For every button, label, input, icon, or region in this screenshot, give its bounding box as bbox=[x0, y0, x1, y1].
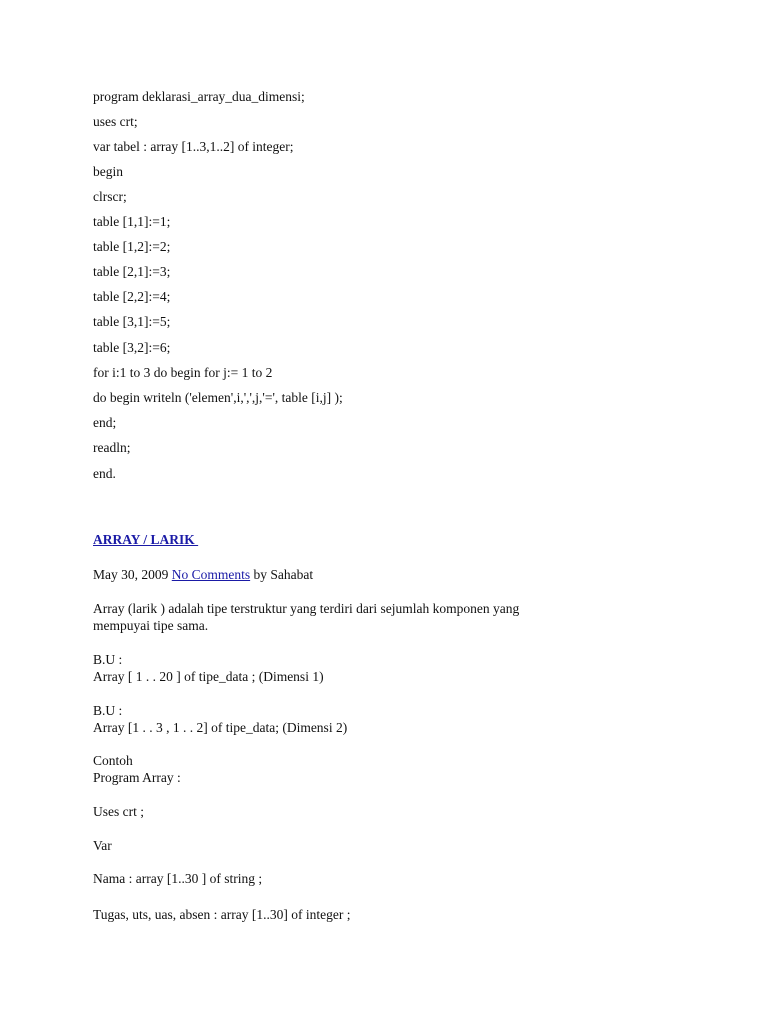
paragraph-uses bbox=[93, 803, 613, 820]
code-line: end; bbox=[93, 415, 117, 430]
paragraph-nama bbox=[93, 870, 613, 887]
code-line: clrscr; bbox=[93, 189, 127, 204]
paragraph-syntax-1d bbox=[93, 651, 613, 685]
text-line: Array (larik ) adalah tipe terstruktur yang terdiri dari sejumlah komponen yang bbox=[93, 601, 520, 616]
code-line: readln; bbox=[93, 440, 131, 455]
text-line: Tugas, uts, uas, absen : array [1..30] of integer ; bbox=[93, 907, 351, 922]
post-author: by Sahabat bbox=[250, 567, 314, 582]
code-line: for i:1 to 3 do begin for j:= 1 to 2 bbox=[93, 365, 273, 380]
text-line: Array [1 . . 3 , 1 . . 2] of tipe_data; (Dimensi 2) bbox=[93, 720, 348, 735]
text-line: B.U : bbox=[93, 652, 123, 667]
code-line: var tabel : array [1..3,1..2] of integer; bbox=[93, 139, 294, 154]
text-line: Array [ 1 . . 20 ] of tipe_data ; (Dimensi 1) bbox=[93, 669, 324, 684]
paragraph-var bbox=[93, 837, 613, 854]
text-line: Nama : array [1..30 ] of string ; bbox=[93, 871, 263, 886]
text-line: Contoh bbox=[93, 753, 133, 768]
code-line: end. bbox=[93, 466, 116, 481]
text-line: Uses crt ; bbox=[93, 804, 144, 819]
code-line: table [1,2]:=2; bbox=[93, 239, 171, 254]
text-line: Var bbox=[93, 838, 112, 853]
code-line: table [2,2]:=4; bbox=[93, 289, 171, 304]
paragraph-tugas bbox=[93, 906, 613, 923]
text-line: Program Array : bbox=[93, 770, 181, 785]
code-line: do begin writeln ('elemen',i,',',j,'=', table [i,j] ); bbox=[93, 390, 343, 405]
code-line: table [1,1]:=1; bbox=[93, 214, 171, 229]
text-line: mempuyai tipe sama. bbox=[93, 618, 209, 633]
comments-link[interactable]: No Comments bbox=[171, 567, 251, 582]
paragraph-syntax-2d bbox=[93, 702, 613, 736]
paragraph-example bbox=[93, 752, 613, 786]
code-line: table [3,1]:=5; bbox=[93, 314, 171, 329]
code-line: uses crt; bbox=[93, 114, 138, 129]
post-meta bbox=[93, 567, 313, 583]
text-line: B.U : bbox=[93, 703, 123, 718]
code-line: begin bbox=[93, 164, 123, 179]
code-line: table [2,1]:=3; bbox=[93, 264, 171, 279]
post-title-link[interactable]: ARRAY / LARIK bbox=[93, 532, 199, 547]
code-line: table [3,2]:=6; bbox=[93, 340, 171, 355]
code-line: program deklarasi_array_dua_dimensi; bbox=[93, 89, 305, 104]
post-date: May 30, 2009 bbox=[93, 567, 169, 582]
paragraph-definition bbox=[93, 600, 613, 634]
